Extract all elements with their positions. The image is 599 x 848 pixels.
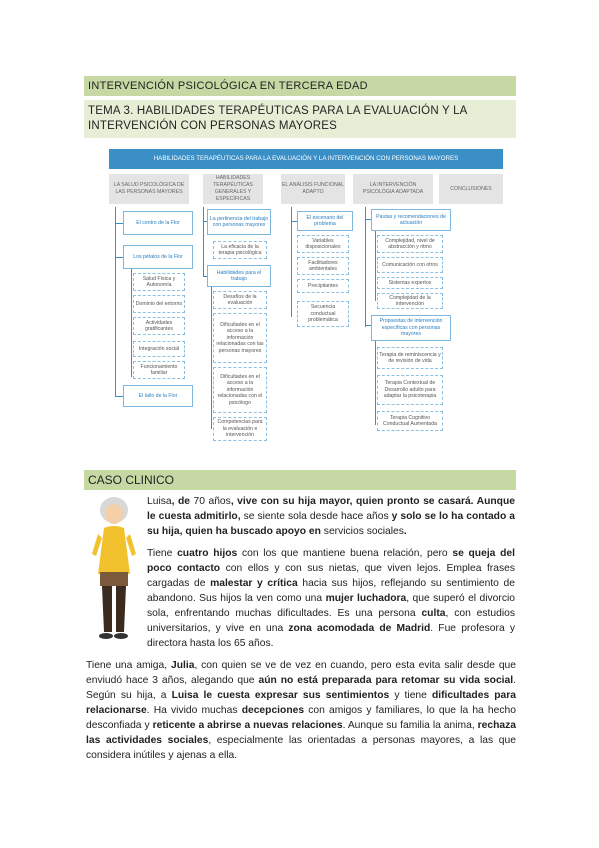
text-run: . Según su hija, a	[86, 675, 516, 701]
diagram-node: Complejidad de la intervención	[377, 293, 443, 309]
diagram-node: Terapia Contextual de Desarrollo adulto para adaptar la psicoterapia	[377, 375, 443, 405]
emphasis-text: dificultades para relacionarse	[86, 690, 516, 716]
emphasis-text: malestar y crítica	[210, 578, 298, 589]
emphasis-text: cuatro hijos	[177, 548, 238, 559]
case-heading: CASO CLINICO	[84, 470, 516, 490]
emphasis-text: aún no está preparada para retomar su vida social	[258, 675, 514, 686]
column-header: LA SALUD PSICOLÓGICA DE LAS PERSONAS MAYORES	[109, 174, 189, 204]
diagram-node: Pautas y recomendaciones de actuación	[371, 209, 451, 231]
text-run: y tiene	[389, 690, 432, 701]
topic-title: TEMA 3. HABILIDADES TERAPÉUTICAS PARA LA EVALUACIÓN Y LA INTERVENCIÓN CON PERSONAS MAYORES	[84, 100, 516, 138]
section-title: INTERVENCIÓN PSICOLÓGICA EN TERCERA EDAD	[84, 76, 516, 96]
diagram-node: Los pétalos de la Flor	[123, 245, 193, 269]
diagram-node: Actividades gratificantes	[133, 317, 185, 335]
diagram-node: El tallo de la Flor	[123, 385, 193, 407]
emphasis-text: Julia	[170, 660, 195, 671]
diagram-node: Sistemas expertos	[377, 277, 443, 289]
emphasis-text: decepciones	[241, 705, 305, 716]
text-run: servicios sociales	[323, 526, 404, 537]
diagram-node: Desafíos de la evaluación	[213, 291, 267, 309]
case-paragraph-1	[147, 494, 515, 539]
diagram-node: Propuestas de intervención específicas con personas mayores	[371, 315, 451, 341]
emphasis-text: Luisa le cuesta expresar sus sentimientos	[171, 690, 390, 701]
text-run: hacia sus hijos, reflejando su sentimiento de abandono. Sus hijos la ven como una	[147, 578, 515, 604]
diagram-node: Complejidad, nivel de abstracción y ritmo	[377, 235, 443, 253]
text-run: . Ha vivido muchas	[146, 705, 242, 716]
emphasis-text: y solo se lo ha contado a su hija, quien ha buscado apoyo en	[147, 511, 515, 537]
diagram-node: Funcionamiento familiar	[133, 361, 185, 379]
text-run: Tiene	[147, 548, 178, 559]
diagram-node: Dificultades en el acceso a la información relacionadas con las personas mayores	[213, 313, 267, 363]
diagram-node: La pertinencia del trabajo con personas mayores	[207, 209, 271, 235]
column-header: LA INTERVENCIÓN PSICOLÓGIA ADAPTADA	[353, 174, 433, 204]
case-paragraph-3	[86, 658, 516, 763]
case-paragraph-2	[147, 546, 515, 651]
emphasis-text: , vive con su hija mayor, quien pronto se casará. Aunque le cuesta admitirlo,	[147, 496, 515, 522]
diagram-node: La eficacia de la terapia psicológica	[213, 241, 267, 259]
diagram-node: Integración social	[133, 341, 185, 357]
diagram-node: Dificultades en el acceso a la información relacionadas con el psicólogo	[213, 367, 267, 413]
emphasis-text: zona acomodada de Madrid	[288, 623, 431, 634]
diagram-node: Terapia Cognitivo Conductual Aumentada	[377, 411, 443, 431]
text-run: con amigos y familiares, lo que la ha hecho desconfiada y	[86, 705, 516, 731]
column-header: CONCLUSIONES	[439, 174, 503, 204]
diagram-node: El centro de la Flor	[123, 211, 193, 235]
emphasis-text: culta	[421, 608, 446, 619]
text-run: . Aunque su familia la anima,	[342, 720, 478, 731]
diagram-node: El escenario del problema	[297, 211, 353, 231]
diagram-node: Precipitantes	[297, 279, 349, 293]
diagram-title: HABILIDADES TERAPÉUTICAS PARA LA EVALUACIÓN Y LA INTERVENCIÓN CON PERSONAS MAYORES	[109, 149, 503, 169]
text-run: con ellos y con sus nietas, que viven lejos. Emplea frases cargadas de	[147, 563, 515, 589]
diagram-node: Habilidades para el trabajo	[207, 265, 271, 287]
diagram-node: Competencias para la evaluación e intervención	[213, 417, 267, 441]
diagram-node: Terapia de reminiscencia y de revisión de vida	[377, 347, 443, 369]
text-run: se siente sola desde hace años	[243, 511, 389, 522]
emphasis-text: rechaza las actividades sociales	[86, 720, 517, 746]
emphasis-text: reticente a abrirse a nuevas relaciones	[152, 720, 343, 731]
text-run: , que superó el divorcio sola, enfrentando muchas dificultades. Es una persona	[147, 593, 515, 619]
concept-diagram	[109, 149, 503, 441]
text-run: , especialmente las orientadas a personas mayores, a las que considera inútiles y ajenas a ella.	[86, 735, 516, 761]
emphasis-text: .	[403, 526, 407, 537]
text-run: 70 años	[193, 496, 231, 507]
text-run: , con quien se ve de vez en cuando, pero esta evita salir desde que enviudó hace 3 años, alegando que	[86, 660, 517, 686]
text-run: con los que mantiene buena relación, pero	[237, 548, 453, 559]
text-run: . Fue profesora y directora hasta los 65 años.	[147, 623, 515, 649]
text-run: Luisa	[147, 496, 172, 507]
diagram-node: Comunicación con otros	[377, 257, 443, 273]
emphasis-text: mujer luchadora	[325, 593, 407, 604]
text-run: Tiene una amiga,	[86, 660, 171, 671]
diagram-node: Facilitadores ambientales	[297, 257, 349, 275]
diagram-node: Secuencia conductual problemática	[297, 301, 349, 327]
elderly-woman-illustration	[88, 494, 140, 642]
diagram-node: Variables disposicionales	[297, 235, 349, 253]
emphasis-text: se queja del poco contacto	[147, 548, 515, 574]
text-run: , con estudios universitarios, y vive en una	[147, 608, 515, 634]
diagram-node: Salud Física y Autonomía	[133, 273, 185, 291]
column-header: HABILIDADES TERAPÉUTICAS GENERALES Y ESPECÍFICAS	[203, 174, 263, 204]
diagram-node: Dominio del entorno	[133, 295, 185, 313]
column-header: EL ANÁLISIS FUNCIONAL ADAPTO	[281, 174, 345, 204]
emphasis-text: , de	[171, 496, 194, 507]
